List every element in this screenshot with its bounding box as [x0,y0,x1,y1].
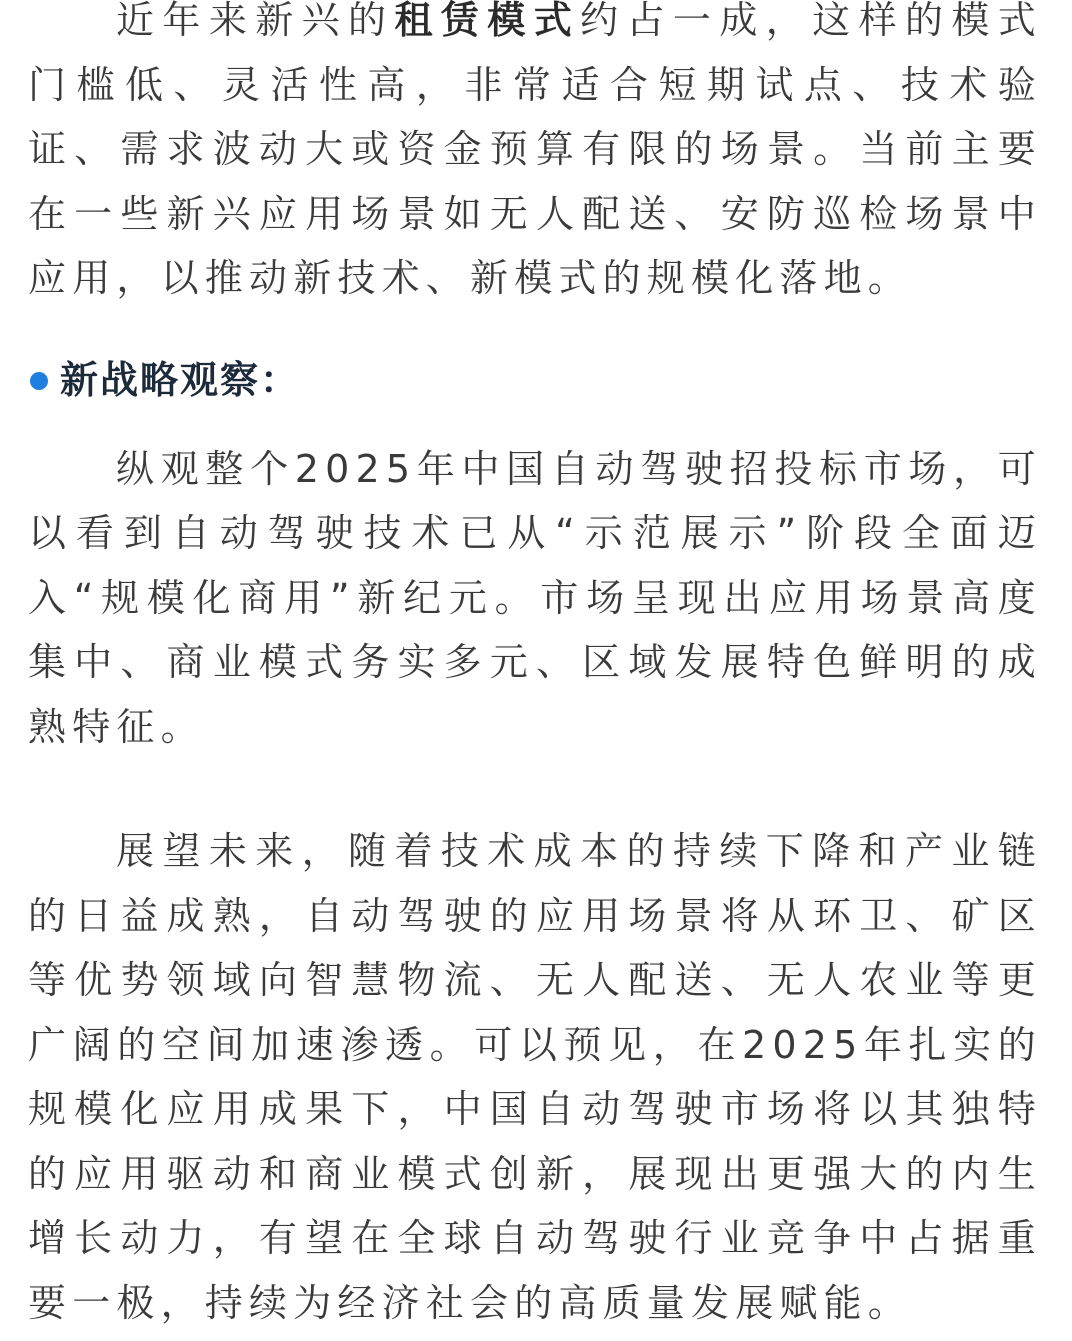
section-heading-label: 新战略观察： [60,358,301,403]
article-body [28,0,1042,1335]
paragraph-text-after: 约占一成，这样的模式门槛低、灵活性高，非常适合短期试点、技术验证、需求波动大或资金预算有限的场景。当前主要在一些新兴应用场景如无人配送、安防巡检场景中应用，以推动新技术、新模式的规模化落地。 [28,0,1042,300]
paragraph-rental-model [28,0,1042,311]
paragraph-outlook: 展望未来，随着技术成本的持续下降和产业链的日益成熟，自动驾驶的应用场景将从环卫、矿区等优势领域向智慧物流、无人配送、无人农业等更广阔的空间加速渗透。可以预见，在2025年扎实的规模化应用成果下，中国自动驾驶市场将以其独特的应用驱动和商业模式创新，展现出更强大的内生增长动力，有望在全球自动驾驶行业竞争中占据重要一极，持续为经济社会的高质量发展赋能。 [28,829,1042,1325]
bold-term-rental-model: 租赁模式 [394,0,581,42]
paragraph-market-overview: 纵观整个2025年中国自动驾驶招投标市场，可以看到自动驾驶技术已从“示范展示”阶段全面迈入“规模化商用”新纪元。市场呈现出应用场景高度集中、商业模式务实多元、区域发展特色鲜明的成熟特征。 [28,446,1042,749]
paragraph-text-before: 近年来新兴的 [116,0,395,42]
section-heading [28,349,1042,413]
bullet-dot-icon [30,372,48,390]
